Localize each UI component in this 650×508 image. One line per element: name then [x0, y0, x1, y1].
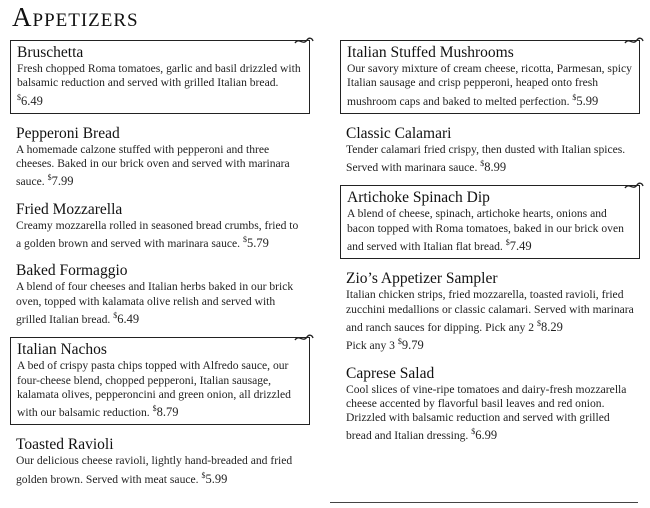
item-name: Italian Nachos [17, 341, 107, 359]
item-description: A bed of crispy pasta chips topped with Alfredo sauce, our four-cheese blend, chopped pepperoni, Italian sausage, kalamata olives, pepperoncini and green onion, all drizzled with our balsamic reduction. $8.79 [17, 359, 291, 420]
item-description: Fresh chopped Roma tomatoes, garlic and basil drizzled with balsamic reduction and served with grilled Italian bread. $6.49 [17, 62, 301, 108]
item-price: $5.99 [201, 470, 228, 486]
page-title: Appetizers [12, 2, 139, 32]
item-price-option-3: Pick any 3 $9.79 [346, 337, 424, 353]
menu-item-fried-mozzarella [10, 200, 310, 252]
item-description: A blend of cheese, spinach, artichoke hearts, onions and bacon topped with Roma tomatoes, baked in our brick oven and served with Italian flat bread. $7.49 [347, 207, 624, 254]
item-price: $6.49 [113, 310, 140, 326]
item-price: $5.99 [572, 92, 599, 108]
menu-item-toasted-ravioli [10, 435, 310, 487]
item-name: Caprese Salad [346, 364, 435, 382]
swash-ornament-icon [623, 179, 645, 193]
item-name: Zio’s Appetizer Sampler [346, 270, 498, 288]
item-description: Creamy mozzarella rolled in seasoned bread crumbs, fried to a golden brown and served with marinara sauce. $5.79 [16, 218, 299, 251]
left-column [10, 40, 310, 497]
item-price: $7.99 [47, 173, 74, 189]
swash-ornament-icon [293, 34, 315, 48]
menu-item-bruschetta [10, 40, 310, 114]
menu-item-appetizer-sampler [340, 269, 640, 353]
item-name: Italian Stuffed Mushrooms [347, 44, 514, 61]
item-description: Our savory mixture of cream cheese, ricotta, Parmesan, spicy Italian sausage and crisp pepperoni, heaped onto fresh mushroom caps and baked to melted perfection. $5.99 [347, 62, 632, 108]
menu-item-stuffed-mushrooms [340, 40, 640, 114]
item-price-option-2: Pick any 2 $8.29 [485, 318, 563, 334]
right-column [340, 40, 640, 454]
menu-item-baked-formaggio [10, 261, 310, 327]
item-price: $6.99 [471, 427, 498, 443]
item-price: $8.99 [480, 159, 507, 175]
item-name: Classic Calamari [346, 124, 452, 142]
item-description: Cool slices of vine-ripe tomatoes and dairy-fresh mozzarella cheese accented by flavorful basil leaves and red onion. Drizzled with balsamic reduction and served with grilled bread and Italian dressing. $6.99 [346, 382, 627, 443]
bottom-divider [330, 502, 638, 503]
item-description: Tender calamari fried crispy, then dusted with Italian spices. Served with marinara sauce. $8.99 [346, 142, 626, 175]
item-description: A blend of four cheeses and Italian herbs baked in our brick oven, topped with kalamata olive relish and served with grilled Italian bread. $6.49 [16, 280, 294, 326]
swash-ornament-icon [293, 331, 315, 345]
item-name: Baked Formaggio [16, 262, 128, 280]
item-price: $6.49 [17, 92, 43, 108]
item-description: Our delicious cheese ravioli, lightly hand-breaded and fried golden brown. Served with meat sauce. $5.99 [16, 454, 293, 486]
item-name: Fried Mozzarella [16, 200, 123, 218]
item-description: A homemade calzone stuffed with pepperoni and three cheeses. Baked in our brick oven and served with marinara sauce. $7.99 [16, 142, 290, 189]
item-name: Artichoke Spinach Dip [347, 189, 490, 207]
menu-item-artichoke-spinach-dip [340, 185, 640, 259]
menu-item-italian-nachos [10, 337, 310, 425]
item-description: Italian chicken strips, fried mozzarella, toasted ravioli, fried zucchini medallions or classic calamari. Served with marinara and ranch sauces for dipping. Pick any 2 $8.29 Pick any 3 $9.79 [346, 288, 634, 353]
item-price: $5.79 [242, 235, 269, 251]
item-price: $8.79 [152, 404, 179, 420]
menu-item-classic-calamari [340, 124, 640, 176]
item-name: Bruschetta [17, 44, 84, 61]
menu-item-caprese-salad [340, 364, 640, 444]
menu-item-pepperoni-bread [10, 124, 310, 190]
item-name: Toasted Ravioli [16, 436, 114, 454]
item-name: Pepperoni Bread [16, 124, 120, 142]
item-price: $7.49 [505, 238, 532, 254]
swash-ornament-icon [623, 34, 645, 48]
